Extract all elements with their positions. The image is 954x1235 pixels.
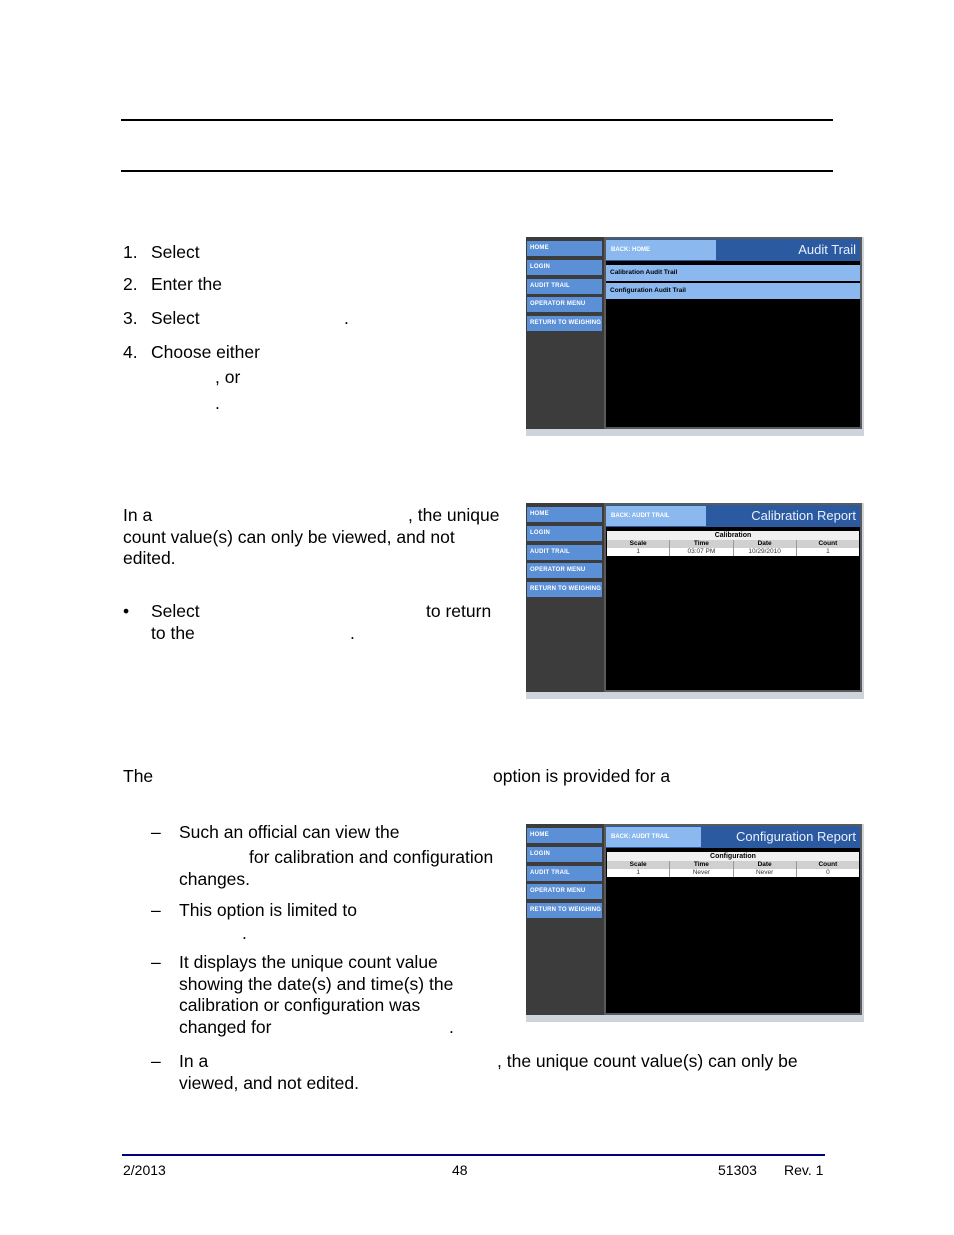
back-button[interactable]: BACK: HOME	[606, 240, 716, 260]
para2-b: option is provided for a	[493, 766, 671, 786]
para1-line1b: , the unique	[408, 505, 500, 525]
nav-audit-trail[interactable]: AUDIT TRAIL	[527, 866, 602, 881]
step-2-text: Enter the	[151, 274, 223, 294]
para1-line1a: In a	[123, 505, 153, 525]
dash1-line3: changes.	[179, 869, 251, 889]
top-rule	[121, 119, 833, 121]
table-row	[607, 548, 859, 556]
dash4-line2: viewed, and not edited.	[179, 1073, 359, 1093]
bullet-line2a: to the	[151, 623, 195, 643]
step-4-number: 4.	[123, 342, 138, 362]
nav-operator-menu[interactable]: OPERATOR MENU	[527, 884, 602, 899]
calibration-audit-trail-item[interactable]: Calibration Audit Trail	[606, 265, 860, 281]
dash2-line2: .	[242, 923, 247, 943]
screen-title: Configuration Report	[736, 829, 856, 844]
table-caption: Calibration	[607, 531, 859, 540]
cell-scale: 1	[607, 548, 670, 556]
step-3-text: Select	[151, 308, 200, 328]
cell-time: 03:07 PM	[670, 548, 733, 556]
back-button[interactable]: BACK: AUDIT TRAIL	[606, 506, 706, 526]
nav-login[interactable]: LOGIN	[527, 847, 602, 862]
dash1-mark: –	[151, 822, 161, 842]
nav-return-to-weighing[interactable]: RETURN TO WEIGHING	[527, 316, 602, 331]
nav-return-to-weighing[interactable]: RETURN TO WEIGHING	[527, 903, 602, 918]
configuration-report-screenshot	[526, 824, 864, 1022]
dash2-mark: –	[151, 900, 161, 920]
section-rule	[121, 170, 833, 172]
header-scale: Scale	[607, 540, 670, 548]
table-header-row	[607, 540, 859, 548]
bullet-line1b: to return	[426, 601, 492, 621]
header-time: Time	[670, 861, 733, 869]
table-row	[607, 869, 859, 877]
step-1-text: Select	[151, 242, 200, 262]
header-date: Date	[734, 861, 797, 869]
footer-revision: Rev. 1	[784, 1162, 824, 1178]
dash3-line4: changed for	[179, 1017, 272, 1037]
cell-date: Never	[734, 869, 797, 877]
nav-home[interactable]: HOME	[527, 241, 602, 256]
dash4-mark: –	[151, 1051, 161, 1071]
screen-topbar	[606, 826, 860, 848]
screen-topbar	[606, 239, 860, 261]
para2-a: The	[123, 766, 154, 786]
nav-sidebar	[526, 237, 604, 429]
nav-login[interactable]: LOGIN	[527, 526, 602, 541]
cell-scale: 1	[607, 869, 670, 877]
dash2-line1: This option is limited to	[179, 900, 357, 920]
footer-doc-number: 51303	[718, 1162, 757, 1178]
dash3-mark: –	[151, 952, 161, 972]
para1-line3: edited.	[123, 548, 176, 568]
cell-count: 0	[797, 869, 859, 877]
calibration-table	[607, 531, 859, 556]
screen-main	[604, 237, 862, 429]
step-3-number: 3.	[123, 308, 138, 328]
screen-main	[604, 503, 862, 692]
header-count: Count	[797, 540, 859, 548]
calibration-report-screenshot	[526, 503, 864, 699]
header-date: Date	[734, 540, 797, 548]
step-1-number: 1.	[123, 242, 138, 262]
dash3-line4b: .	[449, 1017, 454, 1037]
table-caption: Configuration	[607, 852, 859, 861]
dash4-line1a: In a	[179, 1051, 209, 1071]
screen-title: Calibration Report	[751, 508, 856, 523]
cell-date: 10/29/2010	[734, 548, 797, 556]
footer-rule	[122, 1154, 825, 1156]
footer-page-number: 48	[452, 1162, 468, 1178]
table-header-row	[607, 861, 859, 869]
configuration-table	[607, 852, 859, 877]
nav-operator-menu[interactable]: OPERATOR MENU	[527, 297, 602, 312]
dash3-line1: It displays the unique count value	[179, 952, 438, 972]
step-3-tail: .	[344, 308, 349, 328]
dash3-line2: showing the date(s) and time(s) the	[179, 974, 454, 994]
nav-sidebar	[526, 503, 604, 692]
header-scale: Scale	[607, 861, 670, 869]
step-4-line2: , or	[215, 367, 241, 387]
nav-audit-trail[interactable]: AUDIT TRAIL	[527, 279, 602, 294]
step-2-number: 2.	[123, 274, 138, 294]
bullet-mark: •	[123, 601, 130, 621]
footer-date: 2/2013	[123, 1162, 166, 1178]
screen-main	[604, 824, 862, 1015]
nav-return-to-weighing[interactable]: RETURN TO WEIGHING	[527, 582, 602, 597]
para1-line2: count value(s) can only be viewed, and not	[123, 527, 455, 547]
nav-home[interactable]: HOME	[527, 507, 602, 522]
bullet-line1a: Select	[151, 601, 200, 621]
dash4-line1b: , the unique count value(s) can only be	[497, 1051, 798, 1071]
nav-home[interactable]: HOME	[527, 828, 602, 843]
nav-operator-menu[interactable]: OPERATOR MENU	[527, 563, 602, 578]
configuration-audit-trail-item[interactable]: Configuration Audit Trail	[606, 283, 860, 299]
dash1-line2: for calibration and configuration	[249, 847, 494, 867]
back-button[interactable]: BACK: AUDIT TRAIL	[606, 827, 701, 847]
dash1-line1: Such an official can view the	[179, 822, 400, 842]
cell-time: Never	[670, 869, 733, 877]
bullet-line2b: .	[350, 623, 355, 643]
screen-topbar	[606, 505, 860, 527]
cell-count: 1	[797, 548, 859, 556]
step-4-text: Choose either	[151, 342, 260, 362]
header-time: Time	[670, 540, 733, 548]
nav-sidebar	[526, 824, 604, 1015]
nav-login[interactable]: LOGIN	[527, 260, 602, 275]
nav-audit-trail[interactable]: AUDIT TRAIL	[527, 545, 602, 560]
step-4-line3: .	[215, 393, 220, 413]
audit-trail-screenshot	[526, 237, 864, 436]
screen-title: Audit Trail	[798, 242, 856, 257]
dash3-line3: calibration or configuration was	[179, 995, 421, 1015]
header-count: Count	[797, 861, 859, 869]
